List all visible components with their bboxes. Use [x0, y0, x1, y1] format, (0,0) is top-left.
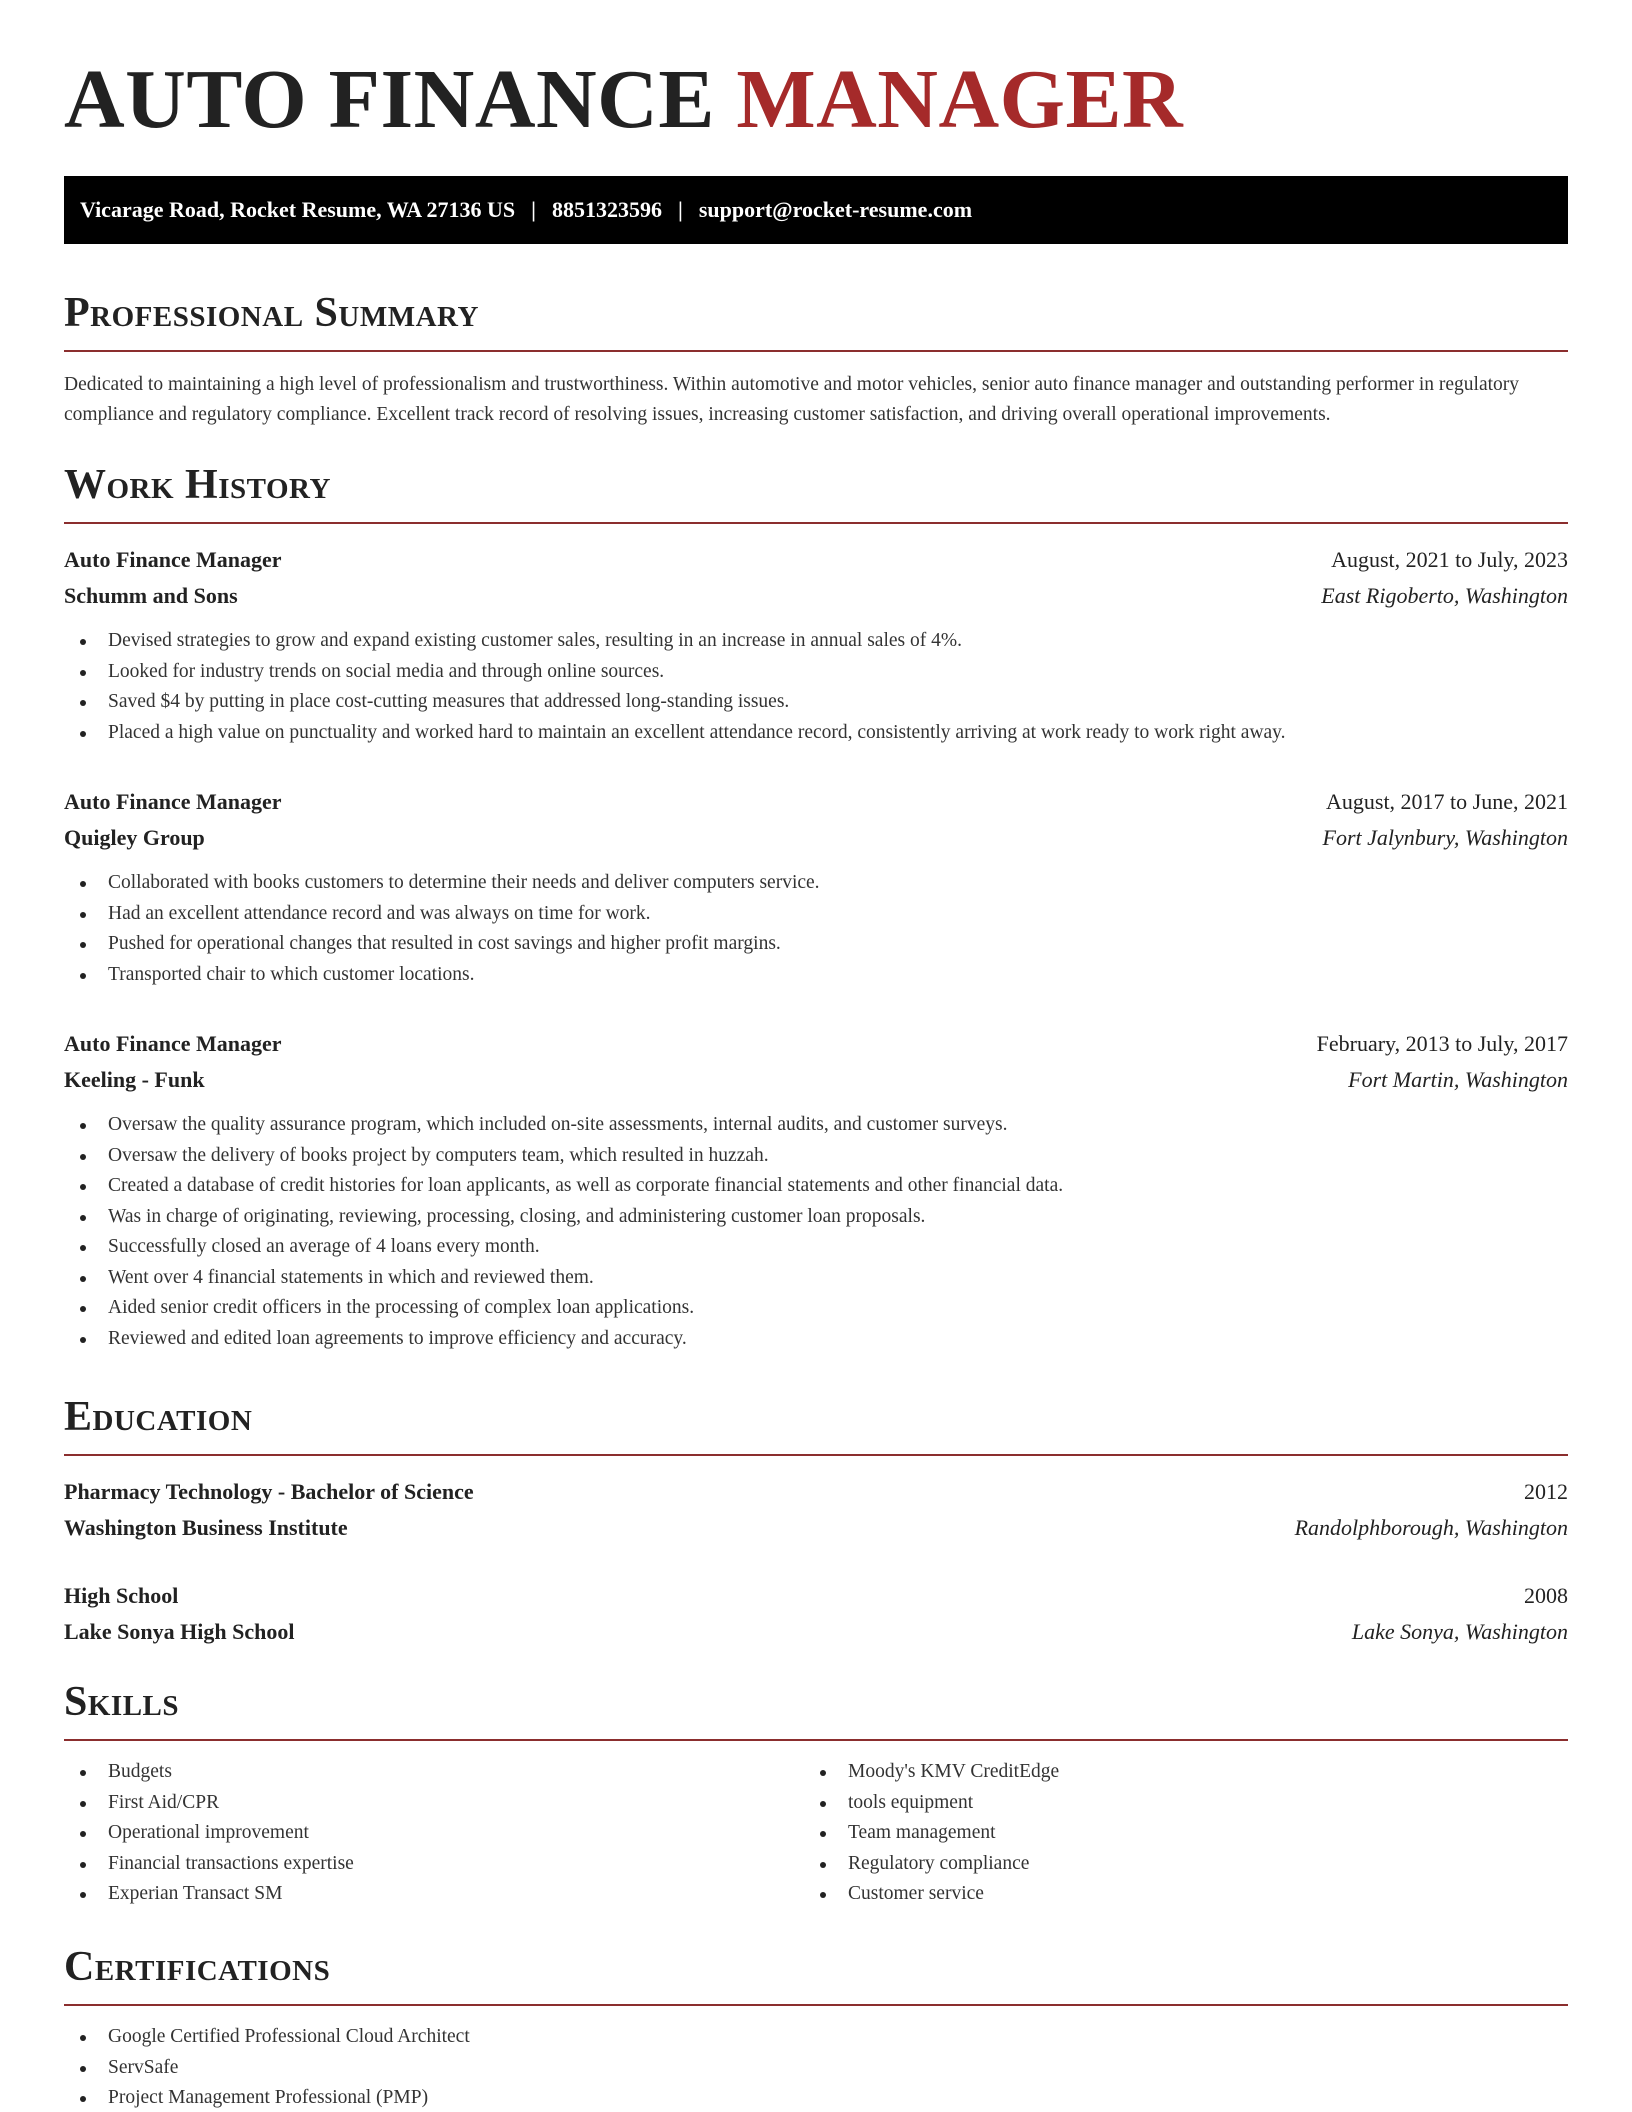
- job-entry: [64, 1026, 1568, 1354]
- skill-item: Operational improvement: [64, 1818, 804, 1849]
- skill-item: Team management: [804, 1818, 1544, 1849]
- list-item: Transported chair to which customer locations.: [64, 960, 1568, 991]
- skills-list-left: [64, 1757, 804, 1910]
- skill-item: tools equipment: [804, 1788, 1544, 1819]
- job-title: Auto Finance Manager: [64, 789, 282, 814]
- contact-separator: |: [677, 197, 683, 222]
- job-dates: February, 2013 to July, 2017: [1316, 1031, 1568, 1056]
- list-item: Oversaw the delivery of books project by computers team, which resulted in huzzah.: [64, 1141, 1568, 1172]
- job-duties-list: [64, 1110, 1568, 1354]
- list-item: Pushed for operational changes that resulted in cost savings and higher profit margins.: [64, 929, 1568, 960]
- education-entry: [64, 1474, 1568, 1546]
- job-dates: August, 2017 to June, 2021: [1326, 789, 1568, 814]
- list-item: Reviewed and edited loan agreements to improve efficiency and accuracy.: [64, 1324, 1568, 1355]
- education-year: 2008: [1524, 1583, 1568, 1608]
- summary-text: Dedicated to maintaining a high level of professionalism and trustworthiness. Within automotive and motor vehicles, senior auto finance manager and outstanding performer in regulatory compliance and regulatory compliance. Excellent track record of resolving issues, increasing customer satisfaction, and driving overall operational improvements.: [64, 374, 1520, 425]
- education-year: 2012: [1524, 1479, 1568, 1504]
- certification-item: ServSafe: [64, 2053, 1568, 2084]
- section-title-skills: Skills: [64, 1681, 1568, 1741]
- education-header-row: [64, 1578, 1568, 1614]
- skills-section: [64, 1681, 1568, 1910]
- list-item: Went over 4 financial statements in which and reviewed them.: [64, 1263, 1568, 1294]
- skill-item: Budgets: [64, 1757, 804, 1788]
- education-entry: [64, 1578, 1568, 1650]
- list-item: Devised strategies to grow and expand existing customer sales, resulting in an increase in annual sales of 4%.: [64, 626, 1568, 657]
- list-item: Looked for industry trends on social media and through online sources.: [64, 657, 1568, 688]
- list-item: Aided senior credit officers in the processing of complex loan applications.: [64, 1293, 1568, 1324]
- job-location: Fort Jalynbury, Washington: [1322, 825, 1568, 850]
- name-accent: MANAGER: [736, 53, 1184, 146]
- certifications-section: [64, 1946, 1568, 2112]
- education-school: Washington Business Institute: [64, 1515, 348, 1540]
- list-item: Was in charge of originating, reviewing, processing, closing, and administering customer loan proposals.: [64, 1202, 1568, 1233]
- contact-separator: |: [531, 197, 536, 222]
- certification-item: Google Certified Professional Cloud Architect: [64, 2022, 1568, 2053]
- contact-phone: 8851323596: [551, 197, 662, 222]
- job-duties-list: [64, 626, 1568, 748]
- contact-address: Vicarage Road, Rocket Resume, WA 27136 US: [80, 197, 516, 222]
- education-location: Randolphborough, Washington: [1294, 1515, 1568, 1540]
- skill-item: Financial transactions expertise: [64, 1849, 804, 1880]
- job-entry: [64, 542, 1568, 748]
- education-header-row: [64, 1474, 1568, 1510]
- job-company-row: [64, 1062, 1568, 1098]
- job-title: Auto Finance Manager: [64, 547, 282, 572]
- education-section: [64, 1396, 1568, 1650]
- education-degree: High School: [64, 1583, 179, 1608]
- job-location: East Rigoberto, Washington: [1321, 583, 1568, 608]
- job-company: Schumm and Sons: [64, 583, 238, 608]
- list-item: Saved $4 by putting in place cost-cutting measures that addressed long-standing issues.: [64, 687, 1568, 718]
- list-item: Created a database of credit histories for loan applicants, as well as corporate financial statements and other financial data.: [64, 1171, 1568, 1202]
- education-school: Lake Sonya High School: [64, 1619, 295, 1644]
- contact-email: support@rocket-resume.com: [698, 197, 973, 222]
- education-school-row: [64, 1614, 1568, 1650]
- list-item: Oversaw the quality assurance program, which included on-site assessments, internal audits, and customer surveys.: [64, 1110, 1568, 1141]
- list-item: Had an excellent attendance record and was always on time for work.: [64, 899, 1568, 930]
- job-company: Quigley Group: [64, 825, 205, 850]
- job-company: Keeling - Funk: [64, 1067, 205, 1092]
- education-school-row: [64, 1510, 1568, 1546]
- skill-item: Customer service: [804, 1879, 1544, 1910]
- job-duties-list: [64, 868, 1568, 990]
- education-location: Lake Sonya, Washington: [1351, 1619, 1568, 1644]
- list-item: Successfully closed an average of 4 loans every month.: [64, 1232, 1568, 1263]
- job-header-row: [64, 1026, 1568, 1062]
- certifications-list: [64, 2022, 1568, 2112]
- section-title-work-history: Work History: [64, 464, 1568, 524]
- resume-name: [64, 53, 1184, 146]
- skills-grid: [64, 1757, 1568, 1910]
- work-history-section: [64, 464, 1568, 1354]
- section-title-summary: Professional Summary: [64, 292, 1568, 352]
- job-company-row: [64, 578, 1568, 614]
- skill-item: Moody's KMV CreditEdge: [804, 1757, 1544, 1788]
- summary-section: [64, 292, 1568, 430]
- job-entry: [64, 784, 1568, 990]
- skills-list-right: [804, 1757, 1544, 1910]
- skill-item: Experian Transact SM: [64, 1879, 804, 1910]
- certification-item: Project Management Professional (PMP): [64, 2083, 1568, 2112]
- skill-item: First Aid/CPR: [64, 1788, 804, 1819]
- job-header-row: [64, 542, 1568, 578]
- education-degree: Pharmacy Technology - Bachelor of Science: [64, 1479, 474, 1504]
- job-header-row: [64, 784, 1568, 820]
- section-title-certifications: Certifications: [64, 1946, 1568, 2006]
- job-dates: August, 2021 to July, 2023: [1331, 547, 1568, 572]
- contact-bar: [64, 176, 1568, 244]
- list-item: Placed a high value on punctuality and worked hard to maintain an excellent attendance record, consistently arriving at work ready to work right away.: [64, 718, 1568, 749]
- job-title: Auto Finance Manager: [64, 1031, 282, 1056]
- name-first: AUTO FINANCE: [64, 53, 715, 146]
- job-location: Fort Martin, Washington: [1348, 1067, 1568, 1092]
- list-item: Collaborated with books customers to determine their needs and deliver computers service.: [64, 868, 1568, 899]
- job-company-row: [64, 820, 1568, 856]
- section-title-education: Education: [64, 1396, 1568, 1456]
- skill-item: Regulatory compliance: [804, 1849, 1544, 1880]
